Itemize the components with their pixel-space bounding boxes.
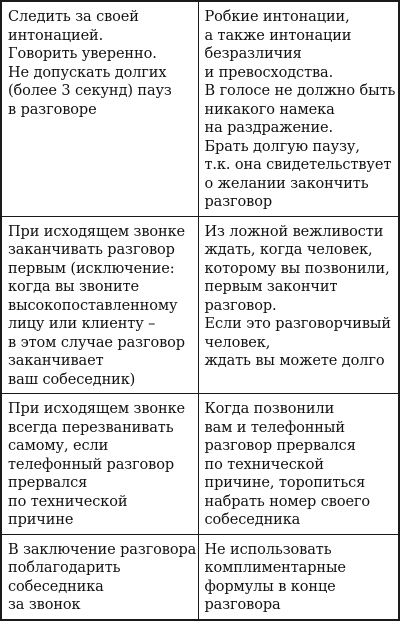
cell-text-line: на раздражение.: [204, 120, 334, 136]
rules-table-body: [1, 1, 399, 620]
cell-text-line: комплиментарные: [204, 560, 346, 576]
cell-text-line: При исходящем звонке: [8, 401, 186, 417]
cell-text-line: разговор.: [204, 297, 277, 314]
cell-text-line: ваш собеседник): [8, 371, 136, 388]
cell-text-line: Когда позвонили: [204, 401, 335, 417]
cell-text-line: заканчивает: [8, 353, 104, 369]
left-cell: [1, 1, 198, 216]
cell-text-line: безразличия: [204, 46, 302, 62]
cell-text-line: первым (исключение:: [8, 260, 175, 277]
cell-text-line: вам и телефонный: [204, 419, 345, 436]
cell-text-line: Из ложной вежливости: [204, 223, 384, 240]
cell-text-line: в этом случае разговор: [8, 334, 185, 351]
cell-text-line: человек,: [204, 334, 271, 351]
cell-text-line: разговора: [204, 597, 281, 613]
cell-text-line: по технической: [204, 456, 324, 473]
cell-text-line: прервался: [8, 475, 88, 491]
cell-text-line: лицу или клиенту –: [8, 316, 156, 332]
cell-text-line: В заключение разговора: [8, 541, 197, 558]
cell-text-line: разговор прервался: [204, 438, 356, 454]
cell-text-line: за звонок: [8, 597, 81, 613]
cell-text-line: собеседника: [204, 512, 301, 528]
cell-text-line: Если это разговорчивый: [204, 316, 391, 332]
cell-text-line: Не использовать: [204, 541, 332, 558]
cell-text-line: по технической: [8, 493, 128, 510]
right-cell: [198, 534, 399, 620]
cell-text-line: первым закончит: [204, 279, 338, 295]
cell-text-line: В голосе не должно быть: [204, 83, 396, 99]
cell-text-line: ждать, когда человек,: [204, 242, 373, 258]
cell-text-line: и превосходства.: [204, 64, 334, 81]
left-cell: [1, 216, 198, 394]
cell-text-line: (более 3 секунд) пауз: [8, 83, 172, 99]
table-row: [1, 1, 399, 216]
cell-text-line: Брать долгую паузу,: [204, 138, 360, 155]
cell-text-line: которому вы позвонили,: [204, 260, 390, 277]
cell-text-line: Робкие интонации,: [204, 9, 350, 25]
cell-text-line: набрать номер своего: [204, 493, 371, 510]
cell-text-line: телефонный разговор: [8, 456, 175, 473]
right-cell: [198, 1, 399, 216]
cell-text-line: никакого намека: [204, 101, 335, 118]
left-cell: [1, 534, 198, 620]
cell-text-line: в разговоре: [8, 101, 97, 118]
cell-text-line: самому, если: [8, 438, 109, 454]
cell-text-line: всегда перезванивать: [8, 419, 174, 436]
cell-text-line: ждать вы можете долго: [204, 353, 385, 369]
cell-text-line: разговор: [204, 194, 273, 210]
left-cell: [1, 394, 198, 535]
cell-text-line: формулы в конце: [204, 578, 336, 595]
cell-text-line: Следить за своей: [8, 9, 139, 25]
cell-text-line: интонацией.: [8, 27, 104, 44]
cell-text-line: собеседника: [8, 578, 104, 595]
cell-text-line: о желании закончить: [204, 175, 369, 192]
right-cell: [198, 216, 399, 394]
cell-text-line: При исходящем звонке: [8, 223, 186, 240]
cell-text-line: причине, торопиться: [204, 475, 366, 491]
cell-text-line: Говорить уверенно.: [8, 46, 157, 62]
cell-text-line: высокопоставленному: [8, 297, 178, 314]
cell-text-line: заканчивать разговор: [8, 242, 175, 258]
table-row: [1, 534, 399, 620]
cell-text-line: причине: [8, 512, 74, 528]
right-cell: [198, 394, 399, 535]
cell-text-line: Не допускать долгих: [8, 64, 167, 81]
table-row: [1, 216, 399, 394]
cell-text-line: когда вы звоните: [8, 279, 140, 295]
cell-text-line: т.к. она свидетельствует: [204, 157, 392, 173]
cell-text-line: поблагодарить: [8, 560, 121, 576]
table-row: [1, 394, 399, 535]
cell-text-line: а также интонации: [204, 27, 352, 44]
